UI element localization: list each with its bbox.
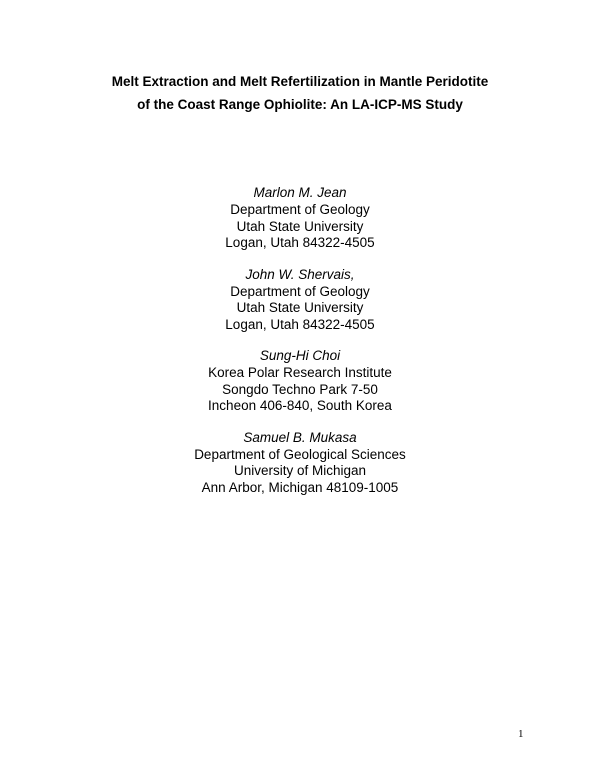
author-name: John W. Shervais, [245,266,355,282]
author-block [0,347,600,415]
affiliation-institution: University of Michigan [233,463,367,478]
affiliation-street: Songdo Techno Park 7-50 [222,381,378,397]
affiliation-department: Department of Geological Sciences [194,446,406,462]
affiliation-department: Department of Geology [230,202,370,217]
paper-title [0,70,600,116]
title-line-2: of the Coast Range Ophiolite: An LA-ICP-MS Study [137,97,463,112]
affiliation-department: Department of Geology [230,283,370,299]
author-list [0,184,600,510]
title-line-1: Melt Extraction and Melt Refertilization in Mantle Peridotite [111,74,489,89]
author-block [0,184,600,252]
affiliation-address: Logan, Utah 84322-4505 [225,316,375,332]
affiliation-institution: Korea Polar Research Institute [208,365,392,380]
affiliation-institution: Utah State University [236,218,364,234]
affiliation-address: Logan, Utah 84322-4505 [225,235,375,250]
author-block [0,429,600,497]
author-name: Sung-Hi Choi [259,348,341,363]
affiliation-address: Incheon 406-840, South Korea [208,398,392,413]
affiliation-institution: Utah State University [236,300,364,315]
author-name: Samuel B. Mukasa [243,429,357,445]
affiliation-address: Ann Arbor, Michigan 48109-1005 [201,479,399,495]
page-number: 1 [518,728,524,740]
author-name: Marlon M. Jean [253,185,347,200]
author-block [0,266,600,334]
